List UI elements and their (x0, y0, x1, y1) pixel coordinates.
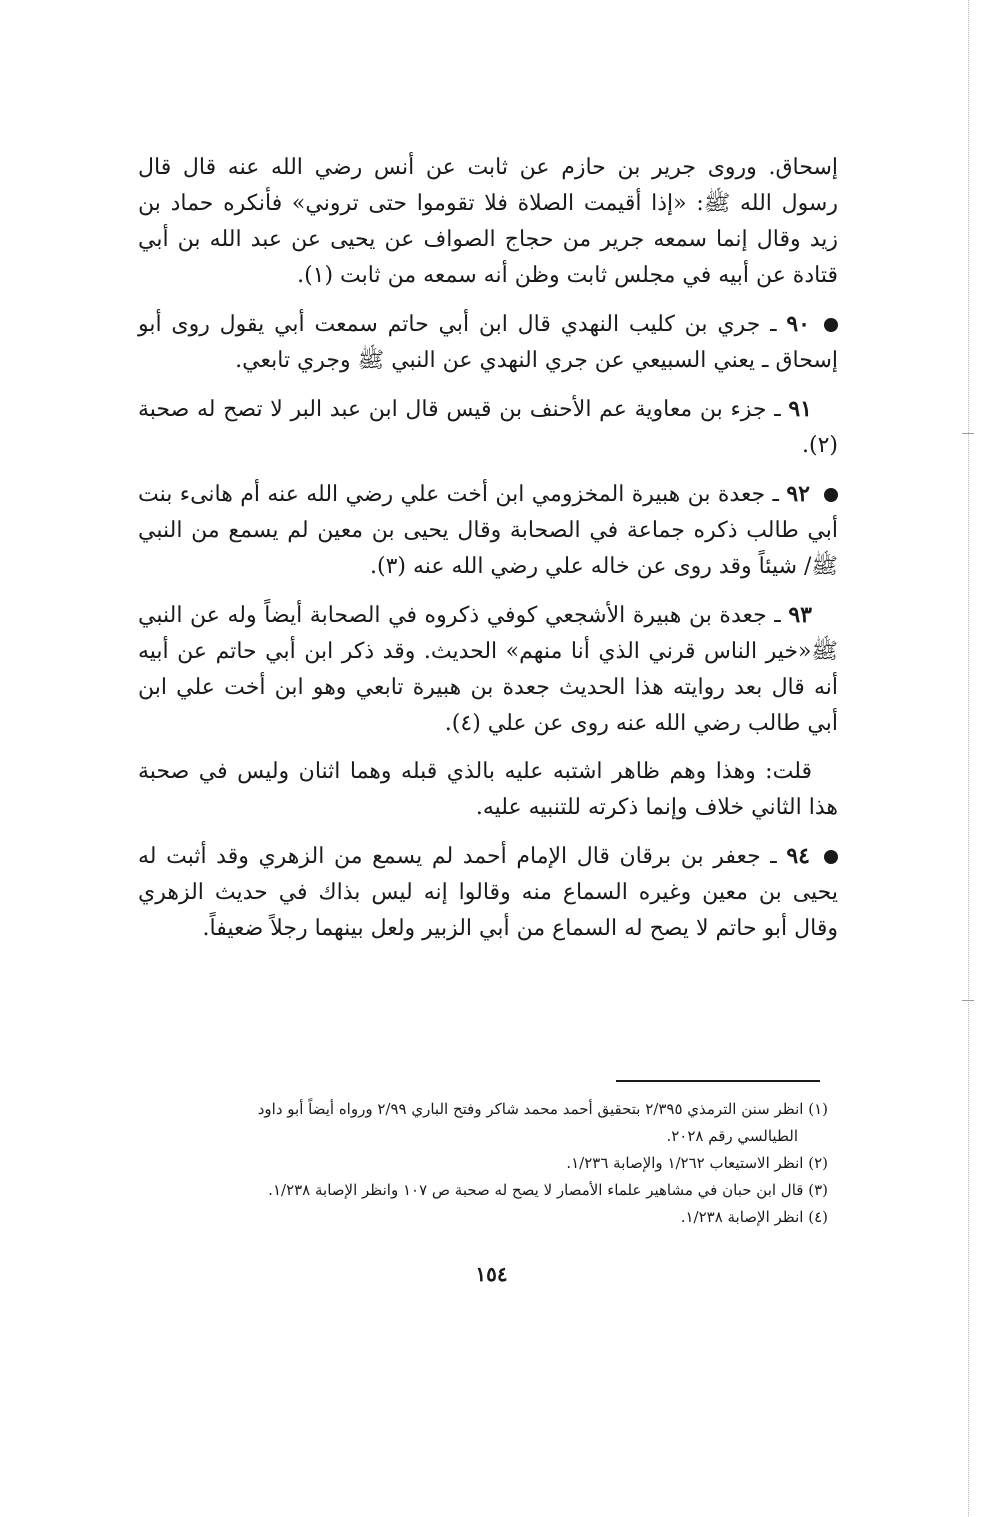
entry-number: ٩٠ (786, 311, 810, 337)
entry-91 (138, 391, 838, 464)
entry-94 (138, 838, 838, 947)
footnote-2 (138, 1150, 828, 1177)
paragraph-continuation (138, 150, 838, 294)
main-text (138, 150, 838, 959)
bullet-dot-icon (824, 318, 838, 332)
entry-number: ٩٢ (786, 481, 810, 507)
page-number: ١٥٤ (475, 1262, 508, 1286)
footnote-text-continued: الطيالسي رقم ٢٠٢٨. (666, 1127, 798, 1145)
entry-text: ـ جري بن كليب النهدي قال ابن أبي حاتم سمعت أبي يقول روى أبو إسحاق ـ يعني السبيعي عن جري النهدي عن النبي ﷺ وجري تابعي. (138, 312, 838, 373)
paragraph-text: إسحاق. وروى جرير بن حازم عن ثابت عن أنس رضي الله عنه قال قال رسول الله ﷺ: «إذا أقيمت الصلاة فلا تقوموا حتى تروني» فأنكره حماد بن زيد وقال إنما سمعه جرير من حجاج الصواف عن يحيى عن عبد الله بن أبي قتادة عن أبيه في مجلس ثابت وظن أنه سمعه من ثابت (١). (138, 155, 838, 288)
entry-text: ـ جزء بن معاوية عم الأحنف بن قيس قال ابن عبد البر لا تصح له صحبة (٢). (138, 397, 838, 458)
bullet-dot-icon (824, 850, 838, 864)
entry-90 (138, 306, 838, 379)
entry-text: ـ جعدة بن هبيرة الأشجعي كوفي ذكروه في الصحابة أيضاً وله عن النبي ﷺ«خير الناس قرني الذي أنا منهم» الحديث. وقد ذكر ابن أبي حاتم عن أبيه أنه قال بعد روايته هذا الحديث جعدة بن هبيرة تابعي وهو ابن أخت علي ابن أبي طالب رضي الله عنه روى عن علي (٤). (138, 603, 839, 736)
author-comment (138, 754, 838, 826)
footnote-4 (138, 1204, 828, 1231)
page-edge-tick (962, 433, 974, 434)
footnote-1 (138, 1096, 828, 1150)
bullet-dot-icon (824, 488, 838, 502)
entry-text: ـ جعفر بن برقان قال الإمام أحمد لم يسمع من الزهري وقد أثبت له يحيى بن معين وغيره السماع منه وقالوا إنه ليس بذاك في حديث الزهري وقال أبو حاتم لا يصح له السماع من أبي الزبير ولعل بينهما رجلاً ضعيفاً. (138, 844, 838, 941)
comment-text: قلت: وهذا وهم ظاهر اشتبه عليه بالذي قبله وهما اثنان وليس في صحبة هذا الثاني خلاف وإنما ذكرته للتنبيه عليه. (138, 759, 838, 820)
page-edge-tick (962, 1000, 974, 1001)
footnote-text: (١) انظر سنن الترمذي ٢/٣٩٥ بتحقيق أحمد محمد شاكر وفتح الباري ٢/٩٩ ورواه أيضاً أبو داود (257, 1100, 828, 1118)
footnote-separator (616, 1080, 820, 1082)
footnote-text: (٣) قال ابن حبان في مشاهير علماء الأمصار لا يصح له صحبة ص ١٠٧ وانظر الإصابة ١/٢٣٨. (268, 1181, 828, 1199)
entry-text: ـ جعدة بن هبيرة المخزومي ابن أخت علي رضي الله عنه أم هانىء بنت أبي طالب ذكره جماعة في الصحابة وقال يحيى بن معين لم يسمع من النبي ﷺ/ شيئاً وقد روى عن خاله علي رضي الله عنه (٣). (138, 482, 838, 579)
entry-93 (138, 597, 838, 742)
entry-number: ٩٣ (788, 602, 812, 628)
entry-92 (138, 476, 838, 585)
page-edge-line (968, 0, 969, 1517)
footnotes (138, 1096, 828, 1231)
entry-number: ٩١ (788, 396, 812, 422)
entry-number: ٩٤ (786, 843, 810, 869)
footnote-text: (٤) انظر الإصابة ١/٢٣٨. (680, 1208, 828, 1226)
footnote-3 (138, 1177, 828, 1204)
footnote-text: (٢) انظر الاستيعاب ١/٢٦٢ والإصابة ١/٢٣٦. (566, 1154, 828, 1172)
